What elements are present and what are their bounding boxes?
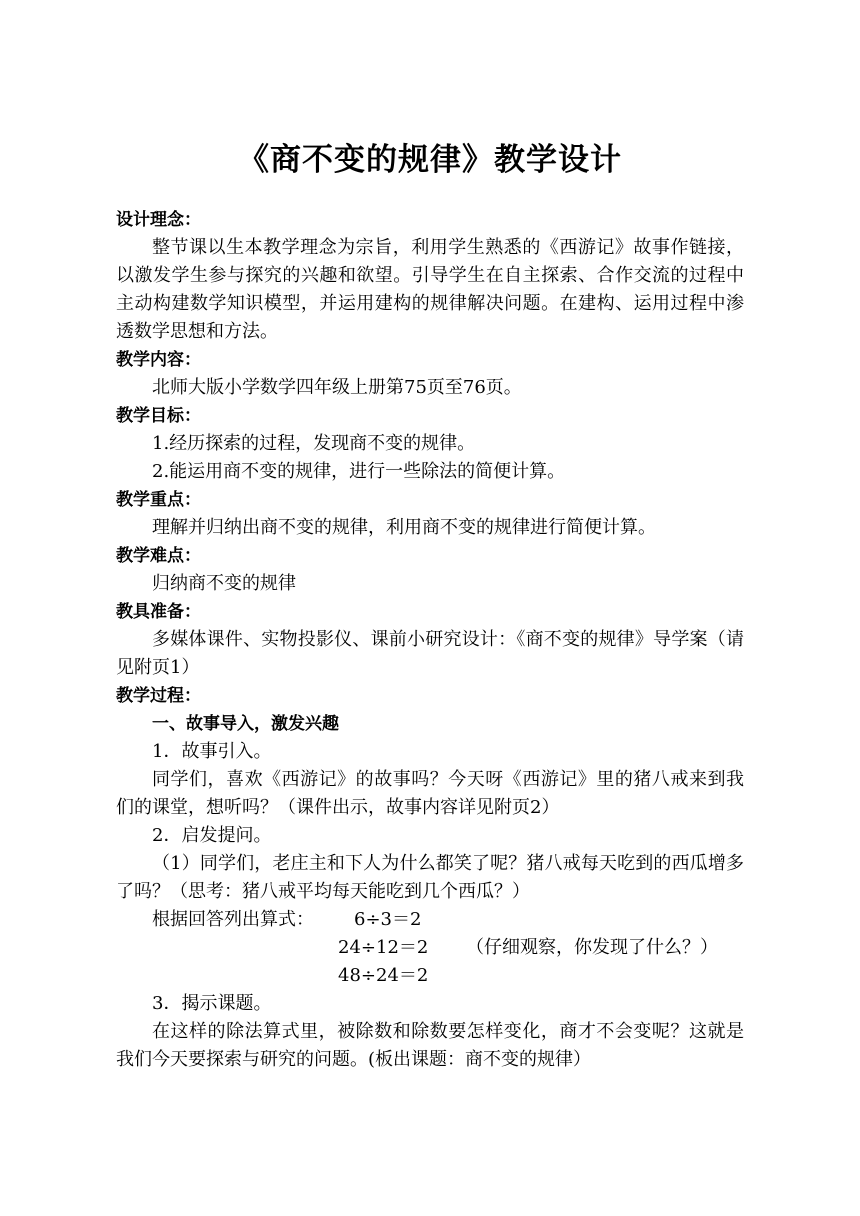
equation-row bbox=[116, 962, 744, 990]
preparation-text: 多媒体课件、实物投影仪、课前小研究设计：《商不变的规律》导学案（请见附页1） bbox=[116, 629, 744, 678]
equation: 24÷12＝2 bbox=[338, 937, 429, 958]
design-concept-text: 整节课以生本教学理念为宗旨，利用学生熟悉的《西游记》故事作链接，以激发学生参与探究的兴趣和欲望。引导学生在自主探索、合作交流的过程中主动构建数学知识模型，并运用建构的规律解决问题。在建构、运用过程中渗透数学思想和方法。 bbox=[116, 237, 744, 342]
goal-item: 1.经历探索的过程，发现商不变的规律。 bbox=[152, 433, 476, 454]
content-text: 北师大版小学数学四年级上册第75页至76页。 bbox=[152, 377, 522, 398]
step2-label: 2．启发提问。 bbox=[152, 825, 272, 846]
content-heading: 教学内容： bbox=[116, 350, 201, 370]
difficulties-heading: 教学难点： bbox=[116, 546, 201, 566]
observe-note: （仔细观察，你发现了什么？） bbox=[466, 937, 718, 958]
document-body bbox=[116, 206, 744, 1074]
equation: 6÷3＝2 bbox=[354, 909, 422, 930]
step3-label: 3．揭示课题。 bbox=[152, 993, 272, 1014]
document-title: 《商不变的规律》教学设计 bbox=[238, 142, 622, 178]
step1-label: 1．故事引入。 bbox=[152, 741, 272, 762]
goals-heading: 教学目标： bbox=[116, 406, 201, 426]
step3-text: 在这样的除法算式里，被除数和除数要怎样变化，商才不会变呢？这就是我们今天要探索与研究的问题。(板出课题：商不变的规律） bbox=[116, 1021, 744, 1070]
key-points-heading: 教学重点： bbox=[116, 490, 201, 510]
equation-row bbox=[116, 906, 744, 934]
key-points-text: 理解并归纳出商不变的规律，利用商不变的规律进行简便计算。 bbox=[152, 517, 656, 538]
step2-text: （1）同学们，老庄主和下人为什么都笑了呢？猪八戒每天吃到的西瓜增多了吗？（思考：猪八戒平均每天能吃到几个西瓜？） bbox=[116, 853, 744, 902]
goal-item: 2.能运用商不变的规律，进行一些除法的简便计算。 bbox=[152, 461, 566, 482]
difficulties-text: 归纳商不变的规律 bbox=[152, 573, 296, 594]
equation-row bbox=[116, 934, 744, 962]
part1-heading: 一、故事导入，激发兴趣 bbox=[152, 714, 339, 734]
process-heading: 教学过程： bbox=[116, 686, 201, 706]
step1-text: 同学们，喜欢《西游记》的故事吗？今天呀《西游记》里的猪八戒来到我们的课堂，想听吗？（课件出示，故事内容详见附页2） bbox=[116, 769, 744, 818]
preparation-heading: 教具准备： bbox=[116, 602, 201, 622]
equations-label: 根据回答列出算式： bbox=[152, 909, 314, 930]
equation: 48÷24＝2 bbox=[338, 965, 429, 986]
design-concept-heading: 设计理念： bbox=[116, 210, 201, 230]
